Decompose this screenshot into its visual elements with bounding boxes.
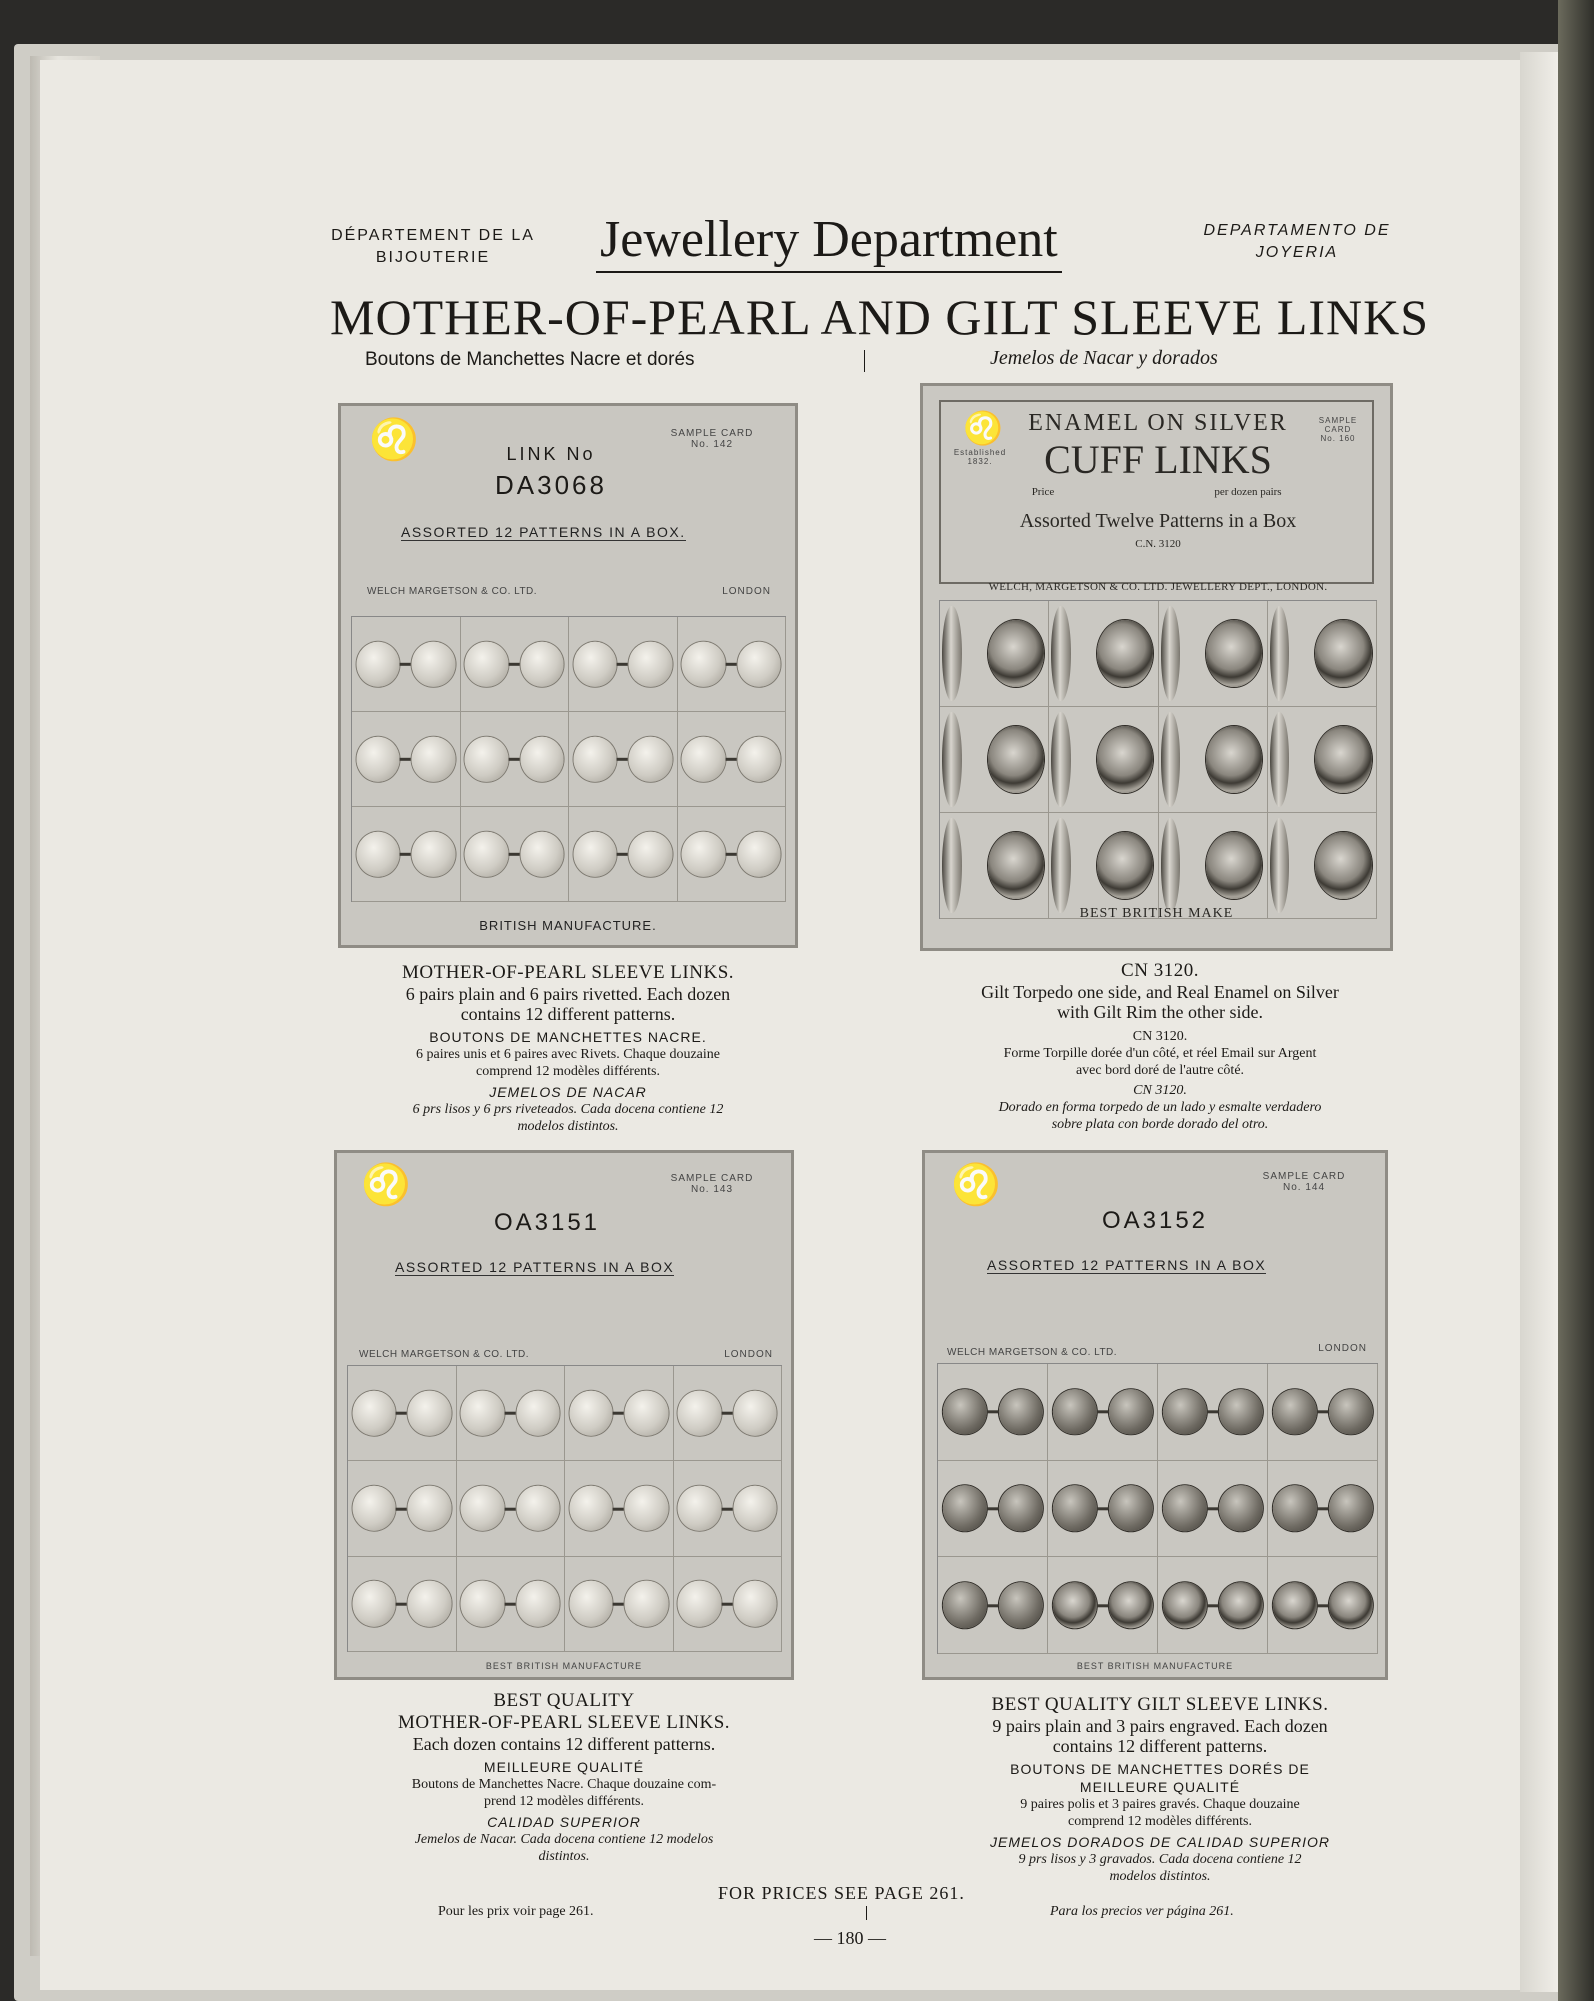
caption-title-fr-2: MEILLEURE QUALITÉ (1079, 1779, 1241, 1795)
caption-body-es-2: distintos. (538, 1849, 590, 1864)
card-footer: BEST BRITISH MANUFACTURE (485, 1661, 643, 1671)
assorted-patterns-label: Assorted Twelve Patterns in a Box (1019, 510, 1297, 532)
cufflink-pair (1268, 707, 1377, 813)
links-grid (937, 1363, 1378, 1654)
cufflink-pair (457, 1557, 566, 1652)
page-number: — 180 — (814, 1928, 886, 1948)
cufflink-pair (1268, 1461, 1378, 1558)
header-right-line2: JOYERIA (1255, 244, 1339, 261)
price-label: Price (1031, 486, 1055, 498)
maker-name: WELCH MARGETSON & CO. LTD. (367, 586, 538, 597)
sample-card-oa3151 (334, 1150, 794, 1680)
caption-body-es-1: 9 prs lisos y 3 gravados. Cada docena contiene 12 (1018, 1852, 1302, 1867)
caption-title-en: MOTHER-OF-PEARL SLEEVE LINKS. (401, 962, 735, 983)
caption-title-fr: CN 3120. (1132, 1029, 1188, 1044)
cufflink-pair (678, 807, 787, 902)
sample-card-da3068 (338, 403, 798, 948)
maker-name: WELCH MARGETSON & CO. LTD. (947, 1347, 1118, 1358)
cufflink-pair (569, 617, 678, 712)
cufflink-pair (940, 601, 1049, 707)
cufflink-pair (457, 1461, 566, 1556)
cufflink-pair (938, 1557, 1048, 1654)
cufflink-pair (348, 1461, 457, 1556)
lion-trademark-icon: ♌ (369, 417, 419, 462)
card-title-line1: ENAMEL ON SILVER (1028, 410, 1288, 436)
book-binding (1558, 0, 1594, 2001)
cufflink-pair (1159, 601, 1268, 707)
footer-divider (866, 1906, 867, 1920)
link-number-label: LINK No (506, 444, 596, 464)
caption-title-fr-1: BOUTONS DE MANCHETTES DORÉS DE (1010, 1761, 1310, 1777)
cufflink-pair-engraved (1048, 1557, 1158, 1654)
cufflink-pair (461, 617, 570, 712)
caption-title-es: CN 3120. (1133, 1083, 1187, 1098)
subtitle-divider (864, 350, 865, 372)
cufflink-pair (674, 1366, 783, 1461)
caption-mother-of-pearl (318, 962, 818, 1135)
lion-trademark-icon: ♌ (951, 1162, 1001, 1207)
caption-body-fr-2: comprend 12 modèles différents. (475, 1064, 661, 1079)
cufflink-pair (1158, 1364, 1268, 1461)
caption-body-fr-2: prend 12 modèles différents. (484, 1794, 644, 1809)
caption-best-quality-gilt (900, 1694, 1420, 1885)
sample-card-label: SAMPLE CARD No. 143 (670, 1173, 754, 1195)
caption-body-fr-2: comprend 12 modèles différents. (1067, 1814, 1253, 1829)
sample-card-label: SAMPLE CARD No. 144 (1262, 1171, 1346, 1193)
cufflink-pair (940, 707, 1049, 813)
caption-body-en-2: contains 12 different patterns. (1052, 1736, 1268, 1756)
header-left-line2: BIJOUTERIE (375, 249, 491, 266)
caption-body-es-1: Jemelos de Nacar. Cada docena contiene 12 modelos (414, 1832, 714, 1847)
lion-trademark-icon: ♌ (361, 1162, 411, 1207)
sample-card-label: SAMPLE CARD No. 160 (1318, 416, 1358, 443)
caption-body-fr-1: 9 paires polis et 3 paires gravés. Chaque douzaine (1020, 1797, 1300, 1812)
prices-reference-en: FOR PRICES SEE PAGE 261. (718, 1883, 965, 1903)
maker-city: LONDON (1318, 1343, 1367, 1354)
cufflink-pair (352, 807, 461, 902)
cufflink-pair (1268, 601, 1377, 707)
caption-title-fr: MEILLEURE QUALITÉ (483, 1759, 645, 1775)
caption-body-en-1: Gilt Torpedo one side, and Real Enamel on Silver (981, 982, 1339, 1002)
caption-body-es-2: sobre plata con borde dorado del otro. (1051, 1117, 1269, 1132)
cufflink-pair (678, 617, 787, 712)
prices-reference-es: Para los precios ver página 261. (1050, 1904, 1234, 1919)
product-code: OA3152 (1101, 1207, 1209, 1234)
header-right (1182, 220, 1412, 264)
caption-body-fr-1: Forme Torpille dorée d'un côté, et réel Email sur Argent (1003, 1046, 1317, 1061)
caption-title-en: BEST QUALITY GILT SLEEVE LINKS. (991, 1694, 1329, 1715)
cufflink-pair (1159, 813, 1268, 919)
card-footer: BEST BRITISH MAKE (1079, 906, 1234, 921)
caption-title-en-1: BEST QUALITY (493, 1690, 635, 1711)
header-left-line1: DÉPARTEMENT DE LA (331, 227, 535, 244)
cufflink-pair-engraved (1268, 1557, 1378, 1654)
cufflink-pair (1048, 1461, 1158, 1558)
cufflink-pair (348, 1366, 457, 1461)
cufflink-pair (938, 1364, 1048, 1461)
cufflink-pair (1049, 813, 1158, 919)
links-grid (351, 616, 786, 902)
caption-body-en-1: Each dozen contains 12 different patterns. (412, 1734, 716, 1754)
cufflink-pair (565, 1366, 674, 1461)
caption-body-fr-2: avec bord doré de l'autre côté. (1075, 1063, 1245, 1078)
sample-card-oa3152 (922, 1150, 1388, 1680)
maker-name: WELCH MARGETSON & CO. LTD. (359, 1349, 530, 1360)
page-title: MOTHER-OF-PEARL AND GILT SLEEVE LINKS (330, 289, 1430, 345)
lion-trademark-icon: ♌ (963, 410, 1003, 446)
cufflink-pair (565, 1557, 674, 1652)
caption-title-es: JEMELOS DORADOS DE CALIDAD SUPERIOR (990, 1834, 1330, 1850)
cufflink-pair (1159, 707, 1268, 813)
cufflink-pair (352, 617, 461, 712)
sample-card-label: SAMPLE CARD No. 142 (670, 428, 754, 450)
header-left (318, 225, 548, 269)
assorted-patterns-label: ASSORTED 12 PATTERNS IN A BOX. (401, 524, 686, 540)
cufflink-pair (678, 712, 787, 807)
caption-title-es: CALIDAD SUPERIOR (487, 1814, 641, 1830)
cufflink-pair (1049, 707, 1158, 813)
links-grid (347, 1365, 782, 1652)
cufflink-pair (674, 1461, 783, 1556)
cufflink-pair (1049, 601, 1158, 707)
caption-body-es-2: modelos distintos. (517, 1119, 619, 1134)
product-code: DA3068 (495, 470, 607, 500)
caption-body-es-1: 6 prs lisos y 6 prs riveteados. Cada docena contiene 12 (412, 1102, 724, 1117)
header-right-line1: DEPARTAMENTO DE (1203, 222, 1391, 239)
department-title: Jewellery Department (596, 210, 1062, 273)
product-code: C.N. 3120 (1135, 538, 1181, 550)
cufflink-pair (565, 1461, 674, 1556)
cufflink-pair (674, 1557, 783, 1652)
prices-reference-fr: Pour les prix voir page 261. (438, 1904, 594, 1919)
product-code: OA3151 (493, 1209, 601, 1236)
per-dozen-label: per dozen pairs (1214, 486, 1282, 498)
cufflink-pair (352, 712, 461, 807)
caption-body-en-2: contains 12 different patterns. (460, 1004, 676, 1024)
cufflink-pair-engraved (1158, 1557, 1268, 1654)
maker-name: WELCH, MARGETSON & CO. LTD. JEWELLERY DEPT., LONDON. (988, 581, 1328, 593)
links-grid (939, 600, 1377, 919)
cufflink-pair (348, 1557, 457, 1652)
subtitle-french: Boutons de Manchettes Nacre et dorés (365, 349, 695, 370)
caption-body-en-1: 6 pairs plain and 6 pairs rivetted. Each dozen (405, 984, 731, 1004)
card-footer: BRITISH MANUFACTURE. (479, 918, 657, 933)
caption-title-es: JEMELOS DE NACAR (489, 1084, 647, 1100)
cufflink-pair (1048, 1364, 1158, 1461)
caption-body-es-1: Dorado en forma torpedo de un lado y esmalte verdadero (998, 1100, 1322, 1115)
cufflink-pair (940, 813, 1049, 919)
maker-city: LONDON (724, 1349, 773, 1360)
cufflink-pair (938, 1461, 1048, 1558)
maker-city: LONDON (722, 586, 771, 597)
caption-body-en-1: 9 pairs plain and 3 pairs engraved. Each dozen (992, 1716, 1328, 1736)
cufflink-pair (569, 712, 678, 807)
caption-body-fr-1: 6 paires unis et 6 paires avec Rivets. Chaque douzaine (415, 1047, 720, 1062)
established-label: Established 1832. (953, 448, 1007, 466)
card-footer: BEST BRITISH MANUFACTURE (1076, 1661, 1234, 1671)
cufflink-pair (1158, 1461, 1268, 1558)
caption-body-fr-1: Boutons de Manchettes Nacre. Chaque douzaine com- (411, 1777, 717, 1792)
cufflink-pair (461, 712, 570, 807)
cufflink-pair (461, 807, 570, 902)
cufflink-pair (1268, 1364, 1378, 1461)
assorted-patterns-label: ASSORTED 12 PATTERNS IN A BOX (395, 1259, 675, 1275)
caption-title-en-2: MOTHER-OF-PEARL SLEEVE LINKS. (397, 1712, 731, 1733)
cufflink-pair (569, 807, 678, 902)
caption-best-quality-pearl (314, 1690, 814, 1865)
caption-body-en-2: with Gilt Rim the other side. (1057, 1002, 1263, 1022)
card-title-line2: CUFF LINKS (1044, 437, 1272, 482)
caption-title-fr: BOUTONS DE MANCHETTES NACRE. (429, 1029, 707, 1045)
cufflink-pair (457, 1366, 566, 1461)
subtitle-spanish: Jemelos de Nacar y dorados (990, 347, 1218, 369)
caption-title-en: CN 3120. (1121, 960, 1199, 981)
caption-enamel-cuff-links (900, 960, 1420, 1133)
caption-body-es-2: modelos distintos. (1109, 1869, 1211, 1884)
page-edges-right (1520, 52, 1560, 1992)
sample-card-cn3120 (920, 383, 1393, 951)
assorted-patterns-label: ASSORTED 12 PATTERNS IN A BOX (987, 1257, 1267, 1273)
cufflink-pair (1268, 813, 1377, 919)
